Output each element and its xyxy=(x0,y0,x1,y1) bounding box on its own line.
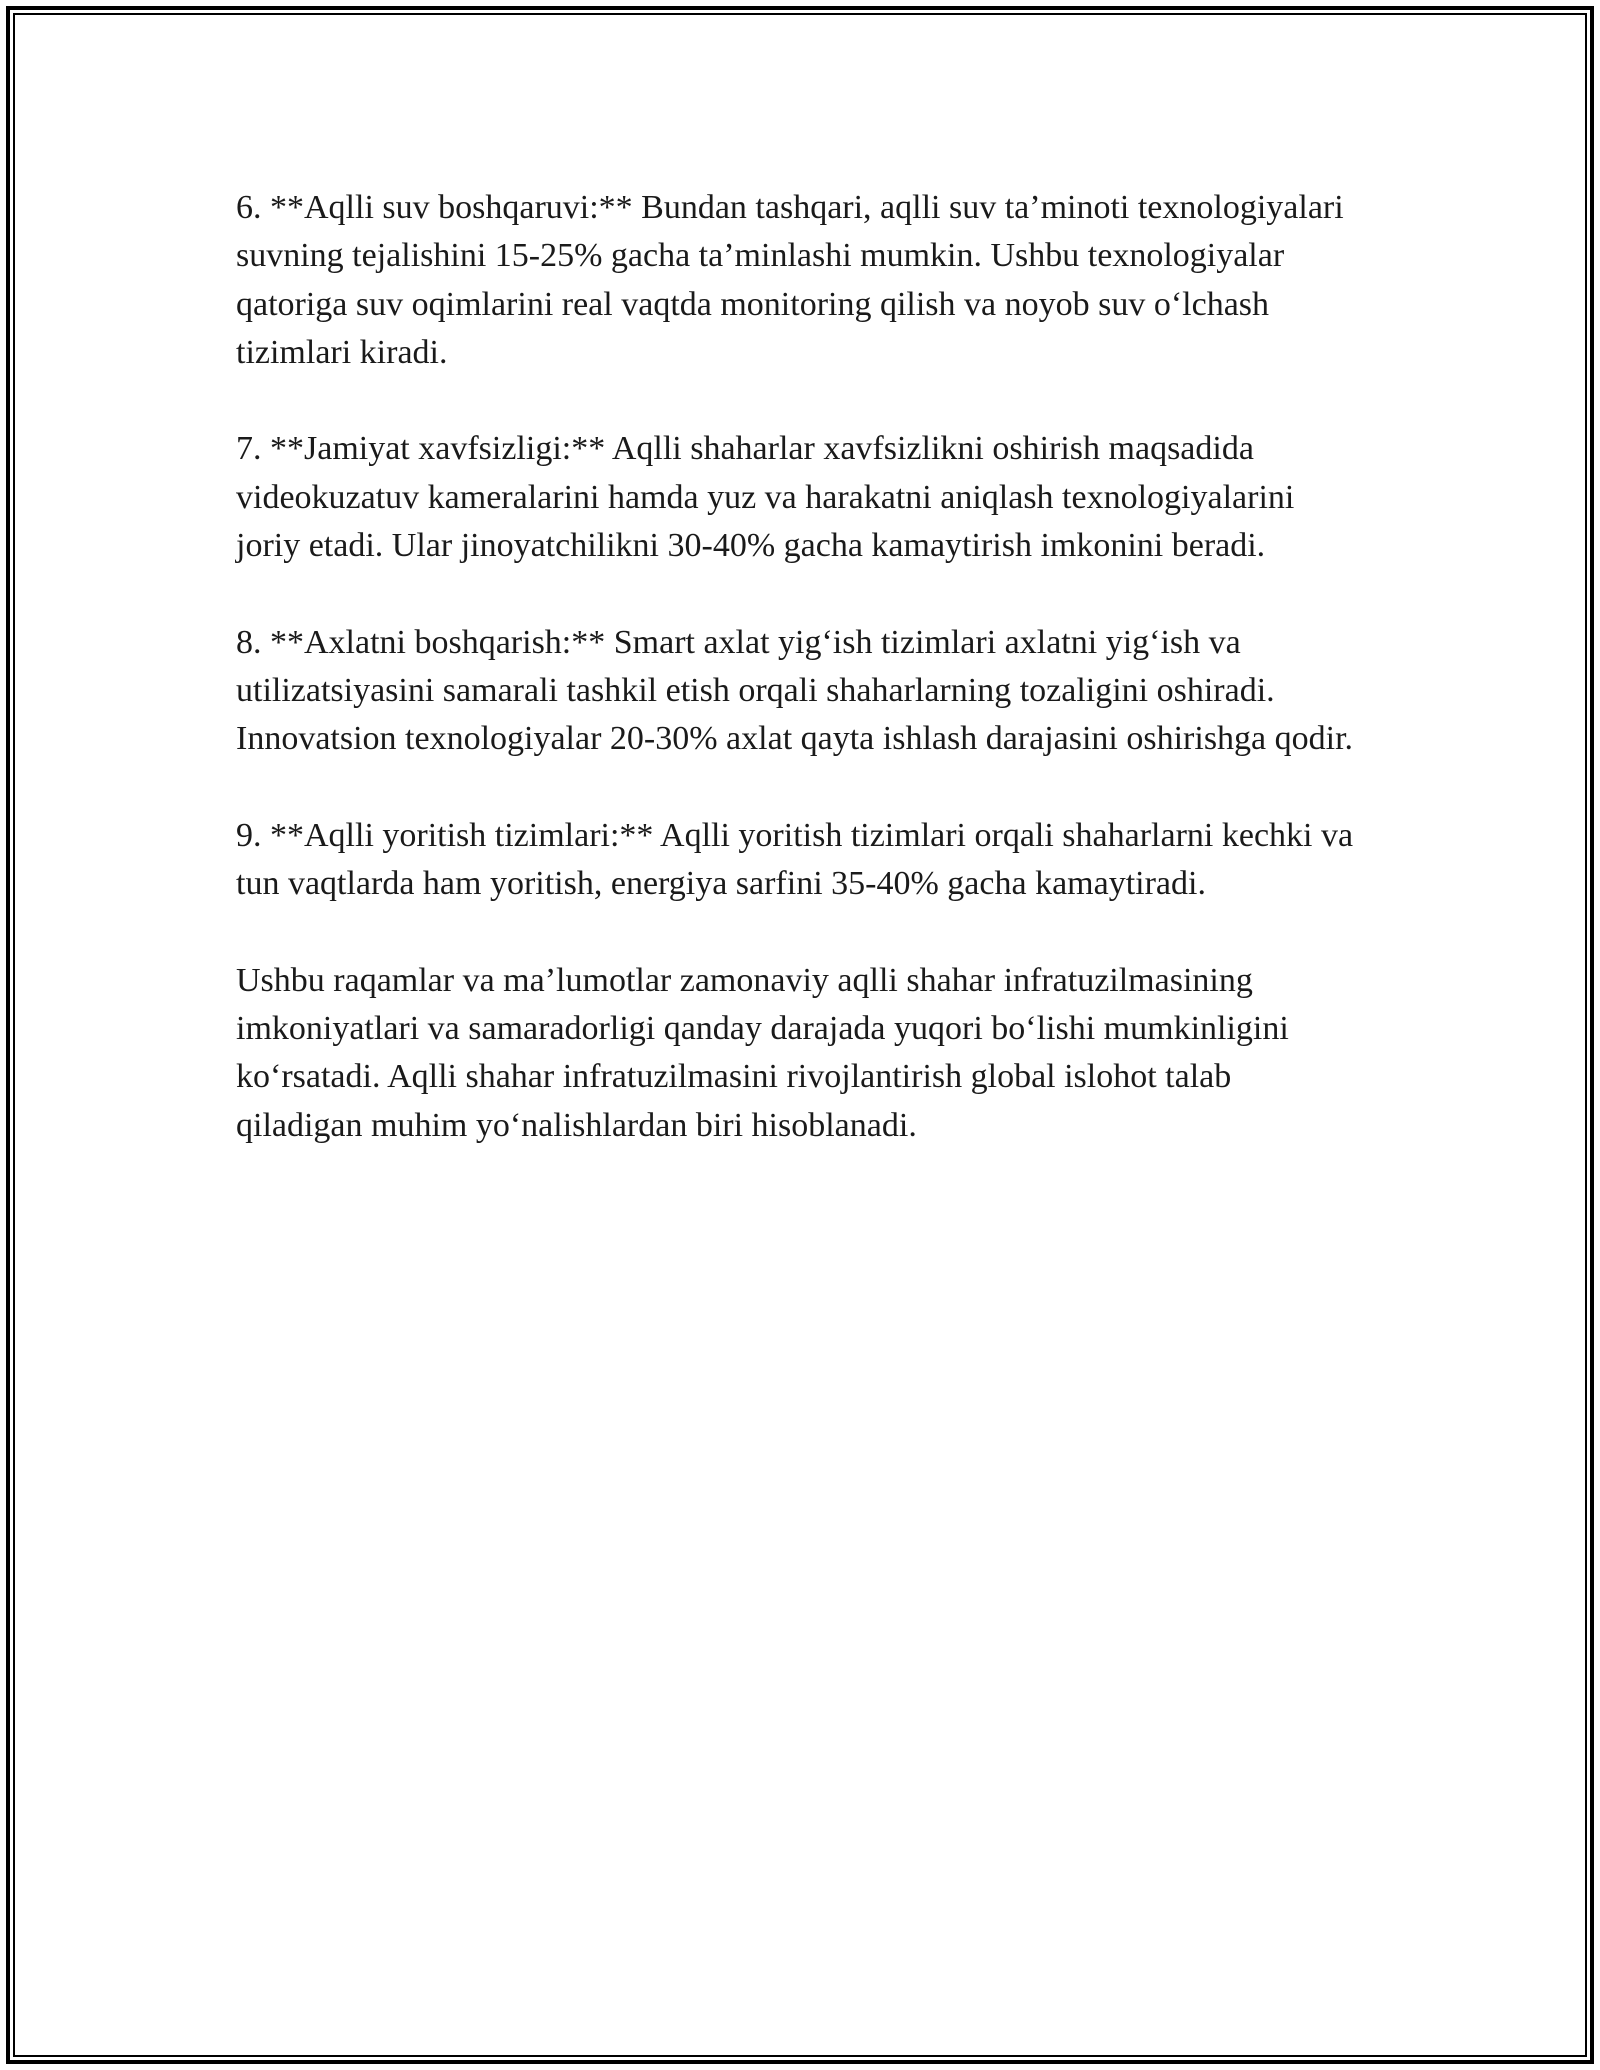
document-body xyxy=(236,184,1366,1150)
paragraph-conclusion: Ushbu raqamlar va ma’lumotlar zamonaviy aqlli shahar infratuzilmasining imkoniyatlari va samaradorligi qanday darajada yuqori bo‘lishi mumkinligini ko‘rsatadi. Aqlli shahar infratuzilmasini rivojlantirish global islohot talab qiladigan muhim yo‘nalishlardan biri hisoblanadi. xyxy=(236,961,1289,1144)
paragraph-waste-management: 8. **Axlatni boshqarish:** Smart axlat yig‘ish tizimlari axlatni yig‘ish va utilizatsiyasini samarali tashkil etish orqali shaharlarning tozaligini oshiradi. Innovatsion texnologiyalar 20-30% axlat qayta ishlash darajasini oshirishga qodir. xyxy=(236,623,1354,758)
paragraph-public-safety: 7. **Jamiyat xavfsizligi:** Aqlli shaharlar xavfsizlikni oshirish maqsadida videokuzatuv kameralarini hamda yuz va harakatni aniqlash texnologiyalarini joriy etadi. Ular jinoyatchilikni 30-40% gacha kamaytirish imkonini beradi. xyxy=(236,430,1295,565)
paragraph-smart-lighting: 9. **Aqlli yoritish tizimlari:** Aqlli yoritish tizimlari orqali shaharlarni kechki va tun vaqtlarda ham yoritish, energiya sarfini 35-40% gacha kamaytiradi. xyxy=(236,816,1354,903)
paragraph-water-management: 6. **Aqlli suv boshqaruvi:** Bundan tashqari, aqlli suv ta’minoti texnologiyalari suvning tejalishini 15-25% gacha ta’minlashi mumkin. Ushbu texnologiyalar qatoriga suv oqimlarini real vaqtda monitoring qilish va noyob suv o‘lchash tizimlari kiradi. xyxy=(236,189,1344,371)
